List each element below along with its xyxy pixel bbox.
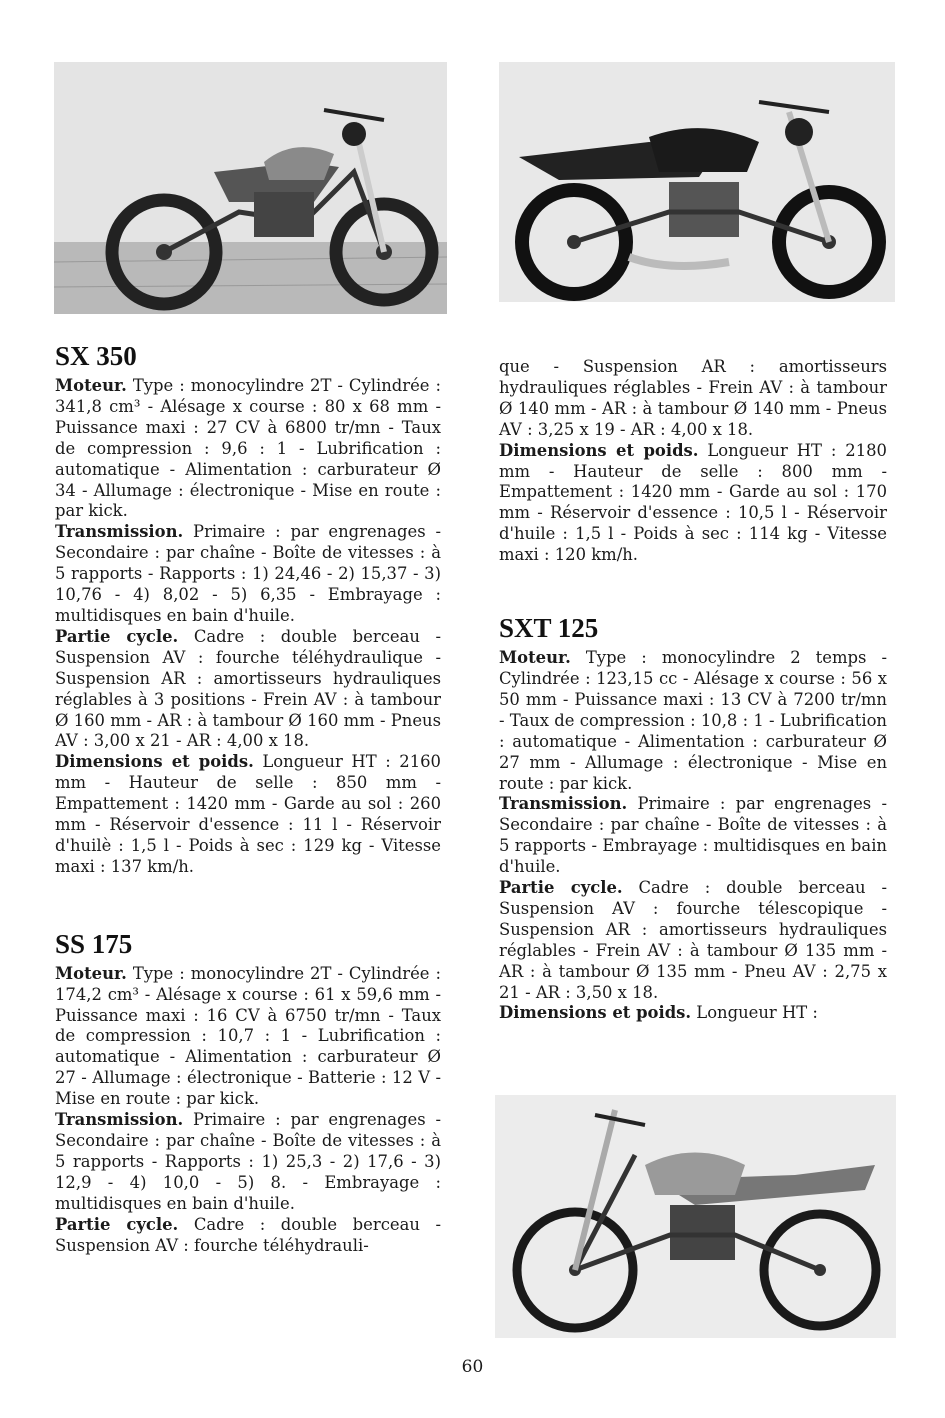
- photo-ss175: [499, 62, 895, 302]
- body-text: Cadre : double berceau - Suspension AV : fourche téléhydraulique - Suspension AR : amortisseurs hydrauliques réglables à 3 positions - Frein AV : à tambour Ø 160 mm - AR : à tambour Ø 160 mm - Pneus AV : 3,00 x 21 - AR : 4,00 x 18.: [55, 626, 441, 751]
- lead-partie-cycle: Partie cycle.: [55, 626, 179, 646]
- sx350-dimensions: [55, 752, 441, 877]
- lead-dimensions: Dimensions et poids.: [499, 440, 699, 460]
- body-text: Longueur HT : 2180 mm - Hauteur de selle : 800 mm - Empattement : 1420 mm - Garde au sol : 170 mm - Réservoir d'essence : 10,5 l - Réservoir d'huile : 1,5 l - Poids à sec : 114 kg - Vitesse maxi : 120 km/h.: [499, 440, 887, 565]
- lead-partie-cycle: Partie cycle.: [55, 1214, 179, 1234]
- sx350-partie-cycle: [55, 627, 441, 752]
- page-number: 60: [461, 1357, 484, 1377]
- lead-moteur: Moteur.: [55, 963, 127, 983]
- lead-dimensions: Dimensions et poids.: [55, 752, 254, 772]
- body-text: Type : monocylindre 2T - Cylindrée : 174,2 cm³ - Alésage x course : 61 x 59,6 mm - Puissance maxi : 16 CV à 6750 tr/mn - Taux de compression : 10,7 : 1 - Lubrification : automatique - Alimentation : carburateur Ø 27 - Allumage : électronique - Batterie : 12 V - Mise en route : par kick.: [55, 963, 441, 1109]
- body-text: Primaire : par engrenages - Secondaire : par chaîne - Boîte de vitesses : à 5 rapports - Embrayage : multidisques en bain d'huile.: [499, 794, 887, 877]
- lead-transmission: Transmission.: [55, 522, 184, 542]
- lead-moteur: Moteur.: [55, 376, 127, 395]
- body-text: que - Suspension AR : amortisseurs hydrauliques réglables - Frein AV : à tambour Ø 140 mm - AR : à tambour Ø 140 mm - Pneus AV : 3,25 x 19 - AR : 4,00 x 18.: [499, 357, 887, 439]
- heading-sxt125: SXT 125: [499, 613, 599, 644]
- lead-moteur: Moteur.: [499, 648, 571, 668]
- sx350-transmission: [55, 522, 441, 627]
- body-text: Primaire : par engrenages - Secondaire : par chaîne - Boîte de vitesses : à 5 rapports - Rapports : 1) 25,3 - 2) 17,6 - 3) 12,9 - 4) 10,0 - 5) 8. - Embrayage : multidisques en bain d'huile.: [55, 1110, 441, 1213]
- left-column: [55, 340, 441, 1256]
- body-text: Cadre : double berceau - Suspension AV : fourche télescopique - Suspension AR : amortisseurs hydrauliques réglables - Frein AV : à tambour Ø 135 mm - AR : à tambour Ø 135 mm - Pneu AV : 2,75 x 21 - AR : 3,50 x 18.: [499, 878, 887, 1002]
- body-text: Type : monocylindre 2 temps - Cylindrée : 123,15 cc - Alésage x course : 56 x 50 mm - Puissance maxi : 13 CV à 7200 tr/mn - Taux de compression : 10,8 : 1 - Lubrification : automatique - Alimentation : carburateur Ø 27 mm - Allumage : électronique - Mise en route : par kick.: [499, 648, 887, 793]
- sxt125-moteur: [499, 648, 887, 794]
- photo-sx350: [54, 62, 447, 314]
- ss175-moteur: [55, 964, 441, 1110]
- right-column: [499, 357, 887, 1024]
- ss175-partie-cycle: [55, 1215, 441, 1257]
- ss175-transmission: [55, 1110, 441, 1215]
- ss175-continued-dimensions: [499, 441, 887, 566]
- heading-ss175: SS 175: [55, 928, 133, 959]
- lead-partie-cycle: Partie cycle.: [499, 878, 623, 898]
- body-text: Longueur HT :: [691, 1003, 818, 1023]
- lead-dimensions: Dimensions et poids.: [499, 1003, 692, 1023]
- photo-sxt125: [495, 1095, 896, 1338]
- lead-transmission: Transmission.: [499, 794, 628, 814]
- body-text: Cadre : double berceau - Suspension AV : fourche téléhydrauli-: [55, 1214, 441, 1255]
- sx350-moteur: [55, 376, 441, 522]
- sxt125-transmission: [499, 794, 887, 878]
- lead-transmission: Transmission.: [55, 1110, 184, 1130]
- ss175-continued-cycle: [499, 357, 887, 441]
- sxt125-partie-cycle: [499, 878, 887, 1003]
- body-text: Primaire : par engrenages - Secondaire : par chaîne - Boîte de vitesses : à 5 rapports - Rapports : 1) 24,46 - 2) 15,37 - 3) 10,76 - 4) 8,02 - 5) 6,35 - Embrayage : multidisques en bain d'huile.: [55, 522, 441, 625]
- sxt125-dimensions: [499, 1003, 887, 1024]
- body-text: Type : monocylindre 2T - Cylindrée : 341,8 cm³ - Alésage x course : 80 x 68 mm - Puissance maxi : 27 CV à 6800 tr/mn - Taux de compression : 9,6 : 1 - Lubrification : automatique - Alimentation : carburateur Ø 34 - Allumage : électronique - Mise en route : par kick.: [55, 376, 441, 521]
- heading-sx350: SX 350: [55, 341, 137, 371]
- body-text: Longueur HT : 2160 mm - Hauteur de selle : 850 mm - Empattement : 1420 mm - Garde au sol : 260 mm - Réservoir d'essence : 11 l - Réservoir d'huilè : 1,5 l - Poids à sec : 129 kg - Vitesse maxi : 137 km/h.: [55, 752, 441, 876]
